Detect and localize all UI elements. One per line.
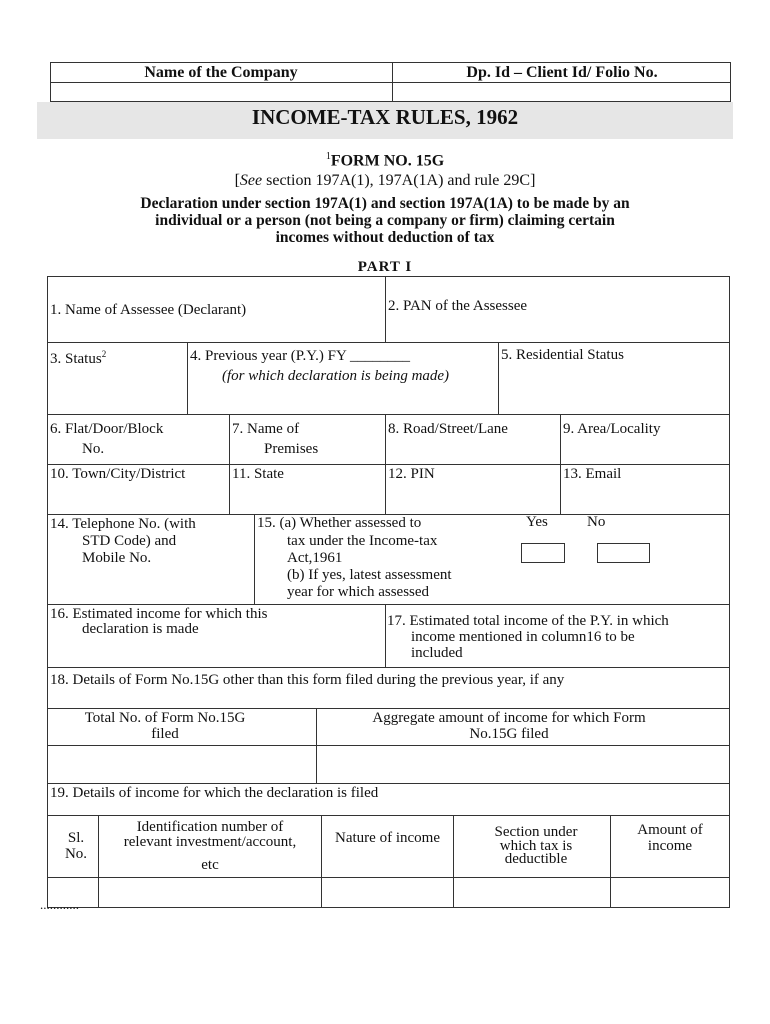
field-9-label: 9. Area/Locality [563,421,661,437]
t19-row-id[interactable] [98,877,322,908]
t19-section-header: Section under [494,824,578,840]
field-15-label: 15. (a) Whether assessed to [257,515,422,531]
reference-open: [ [234,172,240,189]
field-17-label: 17. Estimated total income of the P.Y. in which [387,613,669,629]
field-8-label: 8. Road/Street/Lane [388,421,508,437]
t18-col1-header: Total No. of Form No.15G [84,710,246,726]
t19-row-nature[interactable] [321,877,454,908]
field-5-label: 5. Residential Status [501,347,624,363]
dp-id-label: Dp. Id – Client Id/ Folio No. [466,64,658,81]
declaration-line-2: individual or a person (not being a company or firm) claiming certain [155,212,615,229]
field-6-label-2: No. [82,441,105,457]
field-16-label: 16. Estimated income for which this [50,606,268,622]
t19-id-header-3: etc [201,857,219,873]
field-2-label: 2. PAN of the Assessee [388,298,528,314]
field-1-label: 1. Name of Assessee (Declarant) [50,302,247,318]
dp-id-input[interactable] [393,83,730,101]
field-14-label-2: STD Code) and [82,533,177,549]
field-15-label-3: Act,1961 [287,550,343,566]
t19-id-header: Identification number of [136,819,284,835]
page-title: INCOME-TAX RULES, 1962 [251,105,519,129]
field-3-footnote: 2 [101,349,107,359]
field-15-label-2: tax under the Income-tax [287,533,438,549]
field-15-label-5: year for which assessed [287,584,430,600]
field-18-label: 18. Details of Form No.15G other than this form filed during the previous year, if any [50,672,565,688]
form-footnote-mark: 1 [325,151,331,162]
field-11-label: 11. State [232,466,284,482]
form-number: FORM NO. 15G [330,152,445,170]
t18-col2-header: Aggregate amount of income for which Form [372,710,646,726]
field-13-label: 13. Email [563,466,622,482]
part-heading: PART I [357,259,413,275]
t19-row-section[interactable] [453,877,611,908]
form-reference [0,172,770,189]
t18-aggregate-amount-input[interactable] [316,745,730,784]
t18-col2-header-2: No.15G filed [469,726,549,742]
yes-checkbox[interactable] [521,543,565,563]
t19-id-header-2: relevant investment/account, [123,834,297,850]
t19-section-header-3: deductible [504,851,568,867]
field-7-label-2: Premises [264,441,319,457]
t19-amount-header: Amount of [637,822,703,838]
no-label: No [587,514,606,530]
field-14-label: 14. Telephone No. (with [50,516,196,532]
field-17-label-2: income mentioned in column16 to be [411,629,635,645]
form-name [0,148,770,169]
field-17-label-3: included [411,645,463,661]
field-14-label-3: Mobile No. [82,550,152,566]
t19-row-amount[interactable] [610,877,730,908]
field-7-label: 7. Name of [232,421,300,437]
t18-total-forms-input[interactable] [47,745,317,784]
no-checkbox[interactable] [597,543,650,563]
field-15-label-4: (b) If yes, latest assessment [287,567,452,583]
field-3-text: 3. Status [50,351,102,367]
company-name-input[interactable] [51,83,392,101]
t19-nature-header: Nature of income [335,830,440,846]
t19-amount-header-2: income [647,838,693,854]
field-4-label: 4. Previous year (P.Y.) FY ________ [190,348,410,364]
t19-sl-header: Sl. [67,830,85,846]
field-4-sublabel: (for which declaration is being made) [222,368,450,384]
declaration-line-1: Declaration under section 197A(1) and section 197A(1A) to be made by an [140,195,630,212]
declaration-line-3: incomes without deduction of tax [275,229,495,246]
field-10-label: 10. Town/City/District [50,466,186,482]
company-name-label: Name of the Company [144,64,298,81]
yes-label: Yes [526,514,548,530]
t19-section-header-2: which tax is [499,838,573,854]
field-6-label: 6. Flat/Door/Block [50,421,164,437]
t18-col1-header-2: filed [151,726,179,742]
reference-see: See [239,172,263,189]
field-16-label-2: declaration is made [82,621,199,637]
field-19-label: 19. Details of income for which the declaration is filed [50,785,379,801]
t19-sl-header-2: No. [64,846,88,862]
field-3-label [50,346,106,368]
field-12-label: 12. PIN [388,466,435,482]
reference-sections: section 197A(1), 197A(1A) and rule 29C] [262,172,536,189]
footer-dots: ............ [40,897,79,912]
